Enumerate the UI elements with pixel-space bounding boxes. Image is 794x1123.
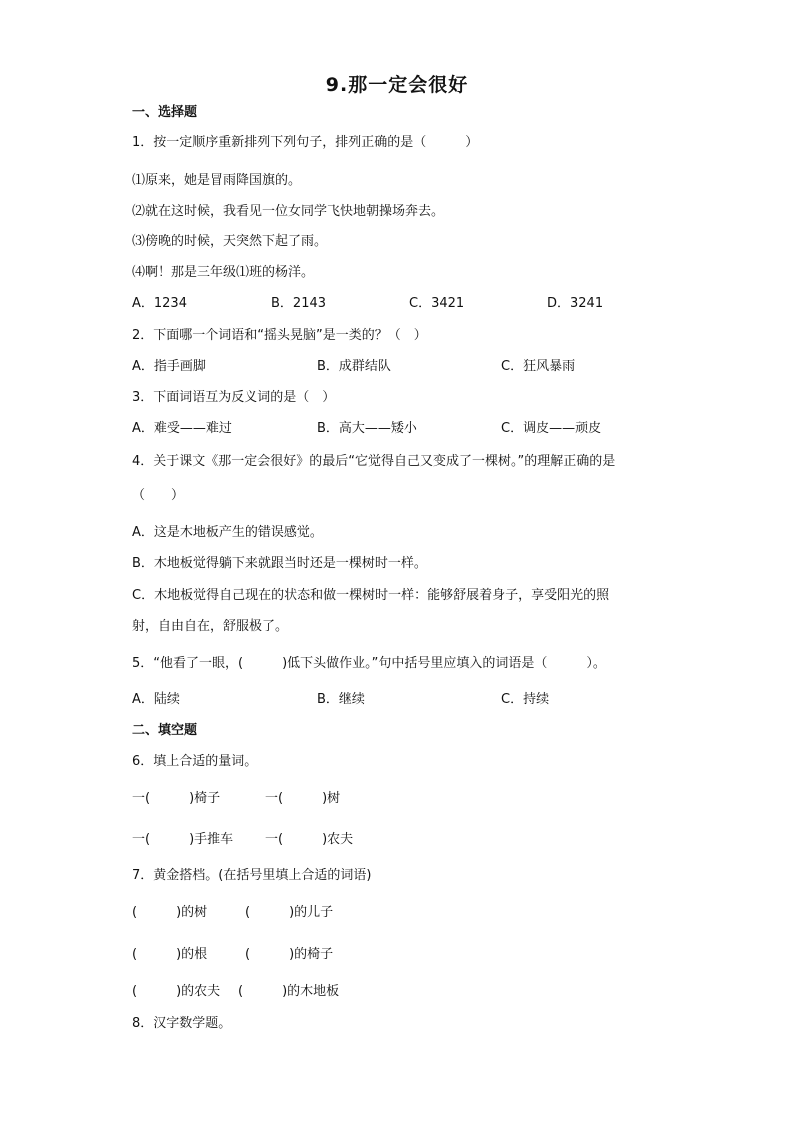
question-1-sentence-2: ⑵就在这时候，我看见一位女同学飞快地朝操场奔去。 [132, 204, 445, 219]
question-1-sentence-3: ⑶傍晚的时候，天突然下起了雨。 [132, 234, 328, 249]
question-1-sentence-4: ⑷啊！那是三年级⑴班的杨洋。 [132, 265, 315, 280]
question-4-option-b[interactable]: B．木地板觉得躺下来就跟当时还是一棵树时一样。 [132, 556, 427, 571]
question-5-option-a[interactable]: A．陆续 [132, 692, 180, 707]
question-1-option-a[interactable]: A．1234 [132, 296, 187, 311]
question-1-option-b[interactable]: B．2143 [271, 296, 327, 311]
question-7-blank-6[interactable]: ( )的木地板 [238, 984, 340, 999]
question-1-sentence-1: ⑴原来，她是冒雨降国旗的。 [132, 173, 302, 188]
question-3-stem: 3．下面词语互为反义词的是（ ） [132, 390, 336, 405]
question-1-option-d[interactable]: D．3241 [547, 296, 604, 311]
question-7-blank-3[interactable]: ( )的根 [132, 947, 208, 962]
question-4-option-c[interactable]: C．木地板觉得自己现在的状态和做一棵树时一样：能够舒展着身子，享受阳光的照 [132, 588, 610, 603]
question-6-blank-2[interactable]: 一( )树 [265, 791, 341, 806]
question-2-option-b[interactable]: B．成群结队 [317, 359, 391, 374]
question-6-blank-1[interactable]: 一( )椅子 [132, 791, 221, 806]
question-4-answer-blank: （ ） [132, 488, 185, 503]
page-title: 9.那一定会很好 [325, 74, 469, 96]
question-1-option-c[interactable]: C．3421 [409, 296, 465, 311]
question-5-option-c[interactable]: C．持续 [501, 692, 550, 707]
question-4-option-c-continued: 射，自由自在，舒服极了。 [132, 619, 289, 634]
question-7-blank-2[interactable]: ( )的儿子 [245, 905, 334, 920]
question-3-option-c[interactable]: C．调皮——顽皮 [501, 421, 602, 436]
question-6-blank-3[interactable]: 一( )手推车 [132, 832, 234, 847]
question-8-stem: 8．汉字数学题。 [132, 1016, 232, 1031]
question-7-blank-4[interactable]: ( )的椅子 [245, 947, 334, 962]
question-7-stem: 7．黄金搭档。(在括号里填上合适的词语) [132, 868, 372, 883]
question-1-stem: 1．按一定顺序重新排列下列句子，排列正确的是（ ） [132, 135, 479, 150]
question-5-option-b[interactable]: B．继续 [317, 692, 365, 707]
section-heading-choice: 一、选择题 [132, 105, 198, 120]
question-3-option-b[interactable]: B．高大——矮小 [317, 421, 417, 436]
question-2-option-c[interactable]: C．狂风暴雨 [501, 359, 576, 374]
question-6-blank-4[interactable]: 一( )农夫 [265, 832, 354, 847]
question-4-stem: 4．关于课文《那一定会很好》的最后“它觉得自己又变成了一棵树。”的理解正确的是 [132, 454, 616, 469]
question-2-option-a[interactable]: A．指手画脚 [132, 359, 206, 374]
question-6-stem: 6．填上合适的量词。 [132, 754, 258, 769]
question-4-option-a[interactable]: A．这是木地板产生的错误感觉。 [132, 525, 323, 540]
question-7-blank-1[interactable]: ( )的树 [132, 905, 208, 920]
question-7-blank-5[interactable]: ( )的农夫 [132, 984, 221, 999]
question-3-option-a[interactable]: A．难受——难过 [132, 421, 232, 436]
question-5-stem: 5．“他看了一眼，( )低下头做作业。”句中括号里应填入的词语是（ ）。 [132, 656, 606, 671]
question-2-stem: 2．下面哪一个词语和“摇头晃脑”是一类的？（ ） [132, 328, 427, 343]
section-heading-fill: 二、填空题 [132, 723, 198, 738]
